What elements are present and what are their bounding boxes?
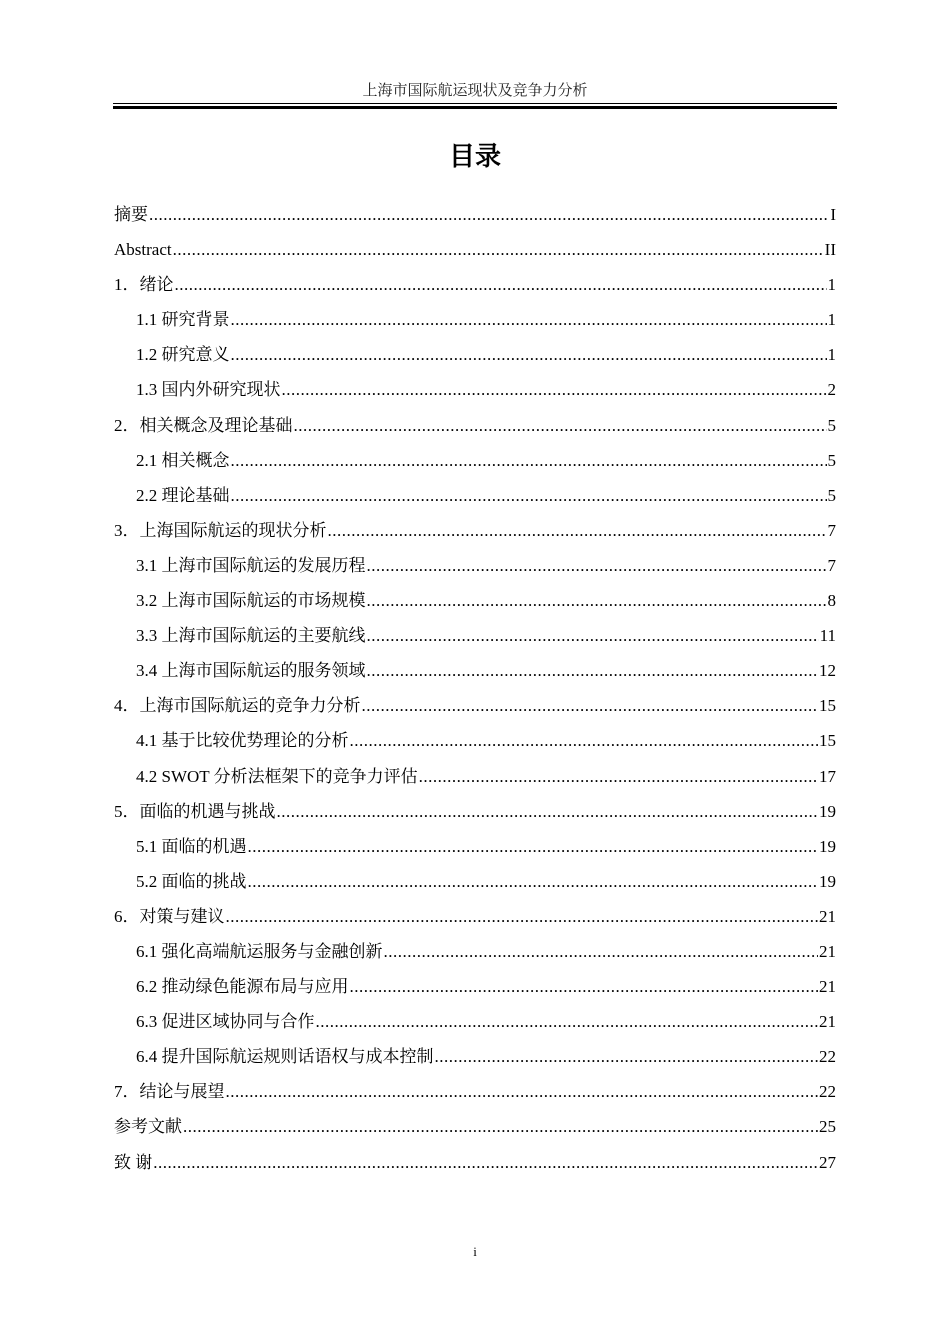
table-of-contents <box>114 203 836 1186</box>
toc-entry-label: 1．绪论 <box>114 275 174 295</box>
toc-entry[interactable] <box>114 308 836 343</box>
toc-entry[interactable] <box>114 414 836 449</box>
toc-entry-label: 2.2 理论基础 <box>136 485 230 505</box>
toc-entry[interactable] <box>114 203 836 238</box>
toc-entry-page: 2 <box>827 380 836 400</box>
toc-entry-label: 1.3 国内外研究现状 <box>136 380 281 400</box>
header-rule-thick <box>113 106 837 109</box>
toc-leader-dots <box>149 203 829 227</box>
toc-leader-dots <box>248 870 819 894</box>
toc-entry[interactable] <box>114 729 836 764</box>
toc-entry-label: 5.1 面临的机遇 <box>136 836 247 856</box>
toc-entry-label: 2.1 相关概念 <box>136 450 230 470</box>
toc-entry-label: 5．面临的机遇与挑战 <box>114 801 276 821</box>
toc-entry[interactable] <box>114 905 836 940</box>
toc-entry[interactable] <box>114 659 836 694</box>
toc-entry-page: 19 <box>819 801 836 821</box>
toc-entry-page: 19 <box>819 871 836 891</box>
toc-entry-label: 致 谢 <box>114 1152 153 1172</box>
toc-entry-label: 4.1 基于比较优势理论的分析 <box>136 731 349 751</box>
toc-entry-page: 27 <box>819 1152 836 1172</box>
toc-entry-label: 4．上海市国际航运的竞争力分析 <box>114 696 361 716</box>
toc-entry-page: 25 <box>819 1117 836 1137</box>
toc-entry[interactable] <box>114 765 836 800</box>
toc-leader-dots <box>175 273 827 297</box>
toc-leader-dots <box>231 449 827 473</box>
toc-entry[interactable] <box>114 1010 836 1045</box>
toc-entry-label: 6．对策与建议 <box>114 906 225 926</box>
toc-entry[interactable] <box>114 589 836 624</box>
toc-entry[interactable] <box>114 378 836 413</box>
toc-entry-page: 21 <box>819 1012 836 1032</box>
toc-entry[interactable] <box>114 1151 836 1186</box>
toc-leader-dots <box>419 765 818 789</box>
toc-entry-label: 5.2 面临的挑战 <box>136 871 247 891</box>
toc-entry-page: 7 <box>827 555 836 575</box>
toc-entry-page: 5 <box>827 485 836 505</box>
toc-leader-dots <box>384 940 819 964</box>
toc-entry-label: 4.2 SWOT 分析法框架下的竞争力评估 <box>136 766 418 786</box>
toc-entry-page: 15 <box>819 696 836 716</box>
toc-leader-dots <box>367 659 819 683</box>
toc-entry-label: 6.2 推动绿色能源布局与应用 <box>136 977 349 997</box>
toc-entry-page: 17 <box>819 766 836 786</box>
toc-entry[interactable] <box>114 238 836 273</box>
toc-entry[interactable] <box>114 484 836 519</box>
toc-entry-label: 7．结论与展望 <box>114 1082 225 1102</box>
toc-entry-page: 21 <box>819 941 836 961</box>
toc-entry-page: 22 <box>819 1082 836 1102</box>
toc-entry-page: 7 <box>827 520 836 540</box>
toc-leader-dots <box>231 308 827 332</box>
toc-leader-dots <box>231 343 827 367</box>
toc-entry-page: I <box>830 205 836 224</box>
toc-entry[interactable] <box>114 940 836 975</box>
toc-entry-page: 22 <box>819 1047 836 1067</box>
toc-leader-dots <box>328 519 827 543</box>
toc-entry[interactable] <box>114 449 836 484</box>
toc-entry-page: 1 <box>827 345 836 365</box>
toc-leader-dots <box>248 835 819 859</box>
page-number: i <box>473 1244 477 1259</box>
toc-entry[interactable] <box>114 800 836 835</box>
toc-leader-dots <box>367 589 827 613</box>
toc-entry-label: Abstract <box>114 240 172 260</box>
toc-entry-page: 12 <box>819 661 836 681</box>
toc-entry-label: 6.3 促进区域协同与合作 <box>136 1012 315 1032</box>
toc-entry[interactable] <box>114 694 836 729</box>
toc-entry[interactable] <box>114 975 836 1010</box>
toc-leader-dots <box>226 1080 819 1104</box>
page-title: 目录 <box>448 142 501 172</box>
toc-entry-label: 6.4 提升国际航运规则话语权与成本控制 <box>136 1047 434 1067</box>
toc-leader-dots <box>367 624 819 648</box>
toc-entry-page: 21 <box>819 906 836 926</box>
toc-entry[interactable] <box>114 273 836 308</box>
toc-leader-dots <box>435 1045 819 1069</box>
toc-entry-label: 3.1 上海市国际航运的发展历程 <box>136 555 366 575</box>
toc-leader-dots <box>173 238 824 262</box>
toc-entry-label: 3.3 上海市国际航运的主要航线 <box>136 626 366 646</box>
toc-leader-dots <box>316 1010 819 1034</box>
toc-leader-dots <box>153 1151 818 1175</box>
toc-entry-page: 1 <box>827 275 836 295</box>
toc-entry[interactable] <box>114 835 836 870</box>
toc-entry-page: 11 <box>819 626 836 646</box>
toc-entry[interactable] <box>114 554 836 589</box>
toc-leader-dots <box>350 729 819 753</box>
toc-leader-dots <box>226 905 819 929</box>
toc-entry-page: II <box>824 240 836 260</box>
toc-entry-page: 15 <box>819 731 836 751</box>
toc-entry[interactable] <box>114 624 836 659</box>
toc-entry[interactable] <box>114 1080 836 1115</box>
toc-leader-dots <box>277 800 819 824</box>
toc-entry[interactable] <box>114 1045 836 1080</box>
header-rule-thin <box>113 103 837 104</box>
toc-leader-dots <box>231 484 827 508</box>
toc-entry[interactable] <box>114 343 836 378</box>
toc-entry-label: 3.4 上海市国际航运的服务领域 <box>136 661 366 681</box>
running-header: 上海市国际航运现状及竞争力分析 <box>362 83 588 99</box>
toc-leader-dots <box>350 975 819 999</box>
toc-entry-page: 5 <box>827 415 836 435</box>
toc-entry-label: 1.1 研究背景 <box>136 310 230 330</box>
toc-leader-dots <box>367 554 827 578</box>
toc-entry-page: 1 <box>827 310 836 330</box>
toc-leader-dots <box>282 378 827 402</box>
toc-entry-label: 2．相关概念及理论基础 <box>114 415 293 435</box>
toc-entry-label: 3.2 上海市国际航运的市场规模 <box>136 591 366 611</box>
toc-leader-dots <box>362 694 819 718</box>
toc-entry[interactable] <box>114 519 836 554</box>
toc-leader-dots <box>183 1115 818 1139</box>
toc-entry-label: 摘要 <box>114 205 148 224</box>
toc-entry[interactable] <box>114 870 836 905</box>
toc-leader-dots <box>294 414 827 438</box>
toc-entry-page: 8 <box>827 591 836 611</box>
toc-entry-page: 21 <box>819 977 836 997</box>
toc-entry-page: 5 <box>827 450 836 470</box>
toc-entry-label: 参考文献 <box>114 1117 182 1137</box>
toc-entry[interactable] <box>114 1115 836 1150</box>
toc-entry-label: 6.1 强化高端航运服务与金融创新 <box>136 941 383 961</box>
toc-entry-label: 3．上海国际航运的现状分析 <box>114 520 327 540</box>
toc-entry-label: 1.2 研究意义 <box>136 345 230 365</box>
toc-entry-page: 19 <box>819 836 836 856</box>
